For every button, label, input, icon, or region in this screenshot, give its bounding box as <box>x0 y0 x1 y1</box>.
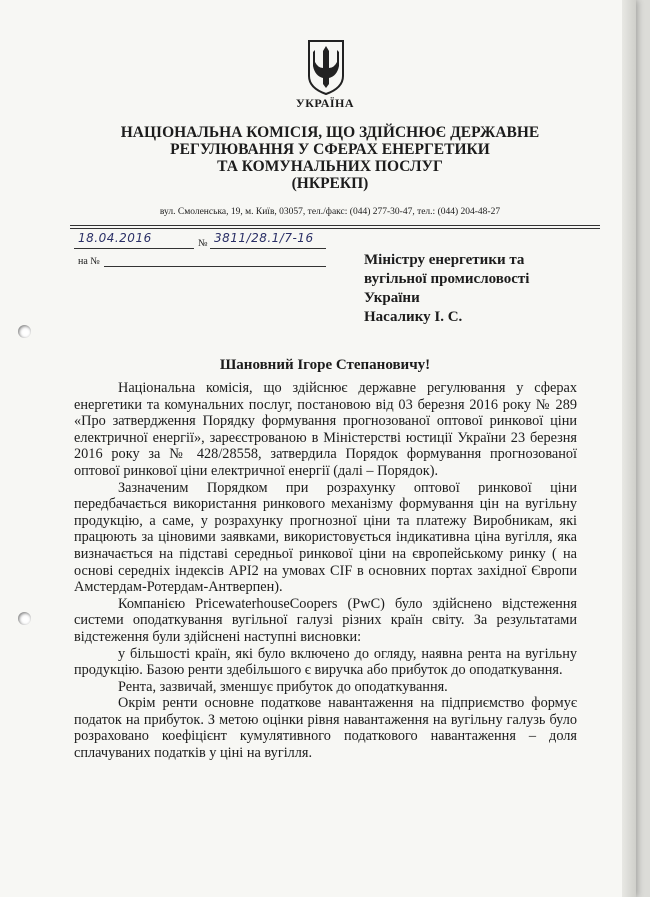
recipient-name: Насалику І. С. <box>364 309 463 325</box>
body-paragraph: Зазначеним Порядком при розрахунку оптової ринкової ціни передбачається використання ринкового механізму формування цін на вугільну продукцію, а саме, у розрахунку прогнозної ціни та платежу Виробникам, які працюють за ціновими заявками, використовується індикативна ціна вугілля, яка визначається на підставі середньої ринкової ціни на європейському ринку ( на основі середніх індексів API2 на умовах CIF в основних портах західної Європи Амстердам-Ротердам-Антверпен). <box>74 479 577 596</box>
agency-name-line: НАЦІОНАЛЬНА КОМІСІЯ, ЩО ЗДІЙСНЮЄ ДЕРЖАВНЕ <box>120 124 540 141</box>
country-name: УКРАЇНА <box>295 96 355 110</box>
header-rule-bottom <box>70 228 600 229</box>
body-paragraph: у більшості країн, які було включено до огляду, наявна рента на вугільну продукцію. Базою ренти здебільшого є виручка або прибуток до оподаткування. <box>74 645 577 679</box>
punch-hole <box>18 612 31 625</box>
number-label: № <box>198 238 208 249</box>
number-field-line <box>210 248 326 249</box>
header-rule-top <box>70 225 600 226</box>
recipient-line: України <box>364 290 420 306</box>
reference-label: на № <box>78 256 100 267</box>
agency-name <box>100 124 560 192</box>
page-edge-shadow <box>622 0 636 897</box>
trident-emblem-icon <box>306 38 346 96</box>
body-paragraph: Окрім ренти основне податкове навантаження на підприємство формує податок на прибуток. З метою оцінки рівня навантаження на вугільну галузь було розраховано коефіцієнт кумулятивного податкового навантаження – доля сплачуваних податків у ціні на вугілля. <box>74 695 577 762</box>
punch-hole <box>18 325 31 338</box>
recipient-block <box>364 251 624 327</box>
body-paragraph: Рента, зазвичай, зменшує прибуток до оподаткування. <box>118 678 448 695</box>
bleed-through-text <box>400 40 620 100</box>
handwritten-number: 3811/28.1/7-16 <box>214 231 314 245</box>
handwritten-date: 18.04.2016 <box>78 231 152 245</box>
agency-address: вул. Смоленська, 19, м. Київ, 03057, тел./факс: (044) 277-30-47, тел.: (044) 204-48-27 <box>159 207 501 217</box>
body-paragraph: Національна комісія, що здійснює державне регулювання у сферах енергетики та комунальних послуг, постановою від 03 березня 2016 року № 289 «Про затвердження Порядку формування прогнозованої оптової ринкової ціни електричної енергії», зареєстрованою в Міністерстві юстиції України 23 березня 2016 року за № 428/28558, затвердила Порядок формування прогнозованої оптової ринкової ціни електричної енергії (далі – Порядок). <box>74 380 577 479</box>
date-field-line <box>74 248 194 249</box>
letter-body <box>74 380 577 762</box>
agency-abbreviation: (НКРЕКП) <box>291 175 369 192</box>
recipient-line: Міністру енергетики та <box>364 252 525 268</box>
body-paragraph: Компанією PricewaterhouseCoopers (PwC) було здійснено відстеження системи оподаткування вугільної галузі різних країн світу. За результатами відстеження були здійснені наступні висновки: <box>74 595 577 645</box>
salutation: Шановний Ігоре Степановичу! <box>219 357 431 373</box>
agency-name-line: ТА КОМУНАЛЬНИХ ПОСЛУГ <box>217 158 443 175</box>
agency-name-line: РЕГУЛЮВАННЯ У СФЕРАХ ЕНЕРГЕТИКИ <box>170 141 490 158</box>
reference-field-line <box>104 266 326 267</box>
recipient-line: вугільної промисловості <box>364 271 530 287</box>
